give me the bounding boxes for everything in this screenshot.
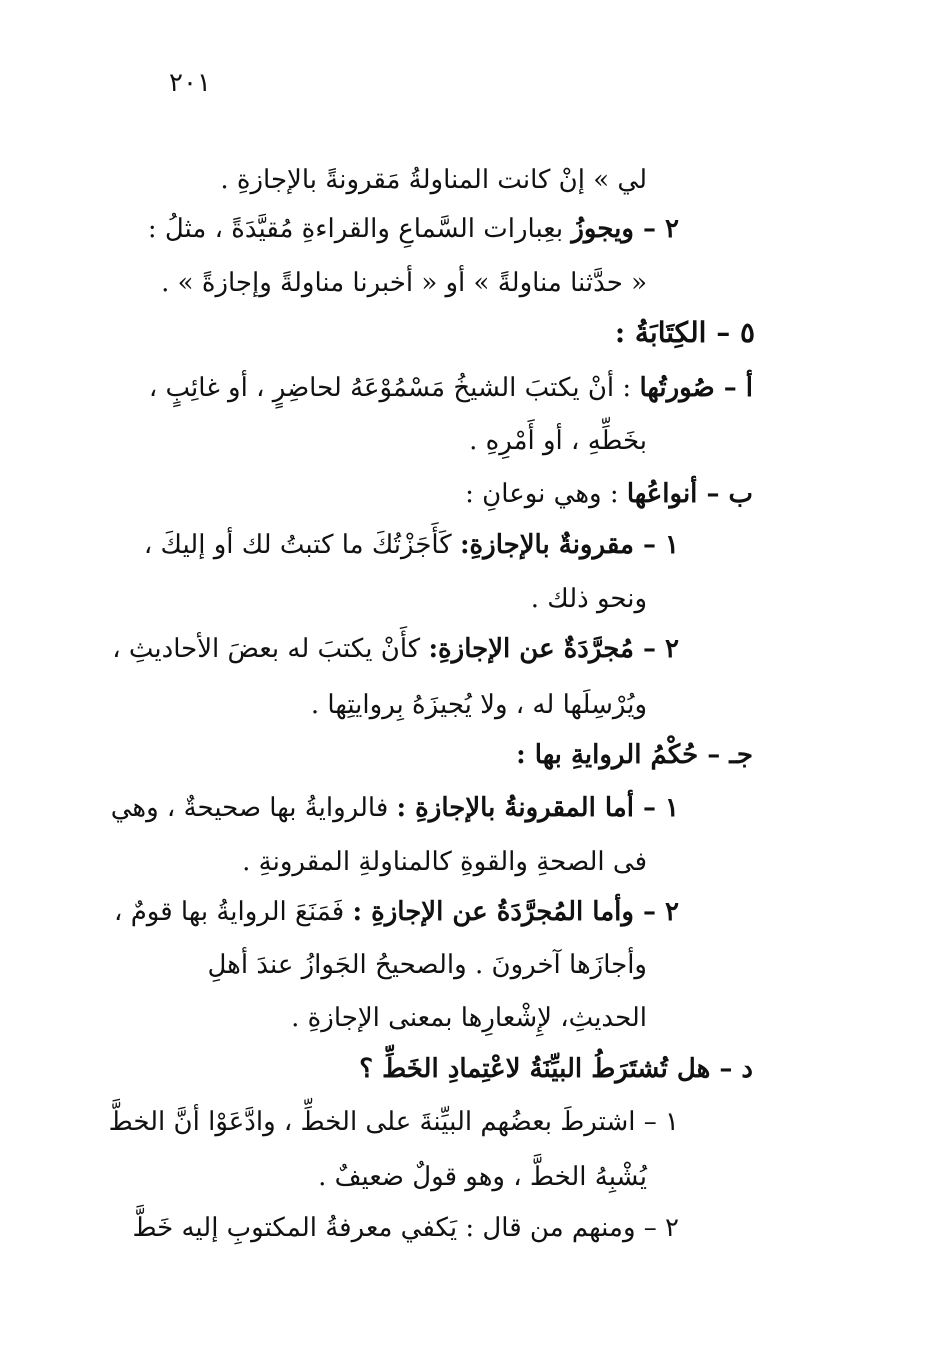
line-text: ١ – اشترطَ بعضُهم البيِّنةَ على الخطِّ ، وادَّعَوْا أنَّ الخطَّ	[108, 1107, 679, 1137]
line-text: فَمَنَعَ الروايةُ بها قومٌ ،	[114, 897, 353, 927]
text-line	[0, 424, 929, 458]
text-line	[0, 582, 929, 616]
subsection-title: أ – صُورتُها	[639, 373, 753, 403]
text-line	[0, 1001, 929, 1035]
line-text: بعِبارات السَّماعِ والقراءةِ مُقيَّدَةً ، مثلُ :	[147, 214, 572, 244]
line-text: وأجازَها آخرونَ . والصحيحُ الجَوازُ عندَ أهلِ	[207, 950, 647, 980]
item-heading: ٢ – ويجوزُ	[571, 214, 679, 244]
numbered-item	[0, 632, 929, 666]
line-text: فى الصحةِ والقوةِ كالمناولةِ المقرونةِ .	[242, 847, 647, 877]
line-text: فالروايةُ بها صحيحةٌ ، وهي	[110, 793, 397, 823]
numbered-item	[0, 1211, 929, 1245]
line-text: ويُرْسِلَها له ، ولا يُجيزَهُ بِروايتِها .	[310, 690, 647, 720]
line-text: بخَطِّهِ ، أو أَمْرِهِ .	[469, 426, 647, 456]
line-text: الحديثِ، لإِشْعارِها بمعنى الإجازةِ .	[291, 1003, 647, 1033]
text-line	[0, 688, 929, 722]
item-heading: ٢ – وأما المُجرَّدَةُ عن الإجازةِ :	[352, 897, 679, 927]
numbered-item	[0, 895, 929, 929]
numbered-item	[0, 1105, 929, 1139]
line-text: ٢ – ومنهم من قال : يَكفي معرفةُ المكتوبِ إليه خَطَّ	[132, 1213, 679, 1243]
line-text: : وهي نوعانِ :	[465, 479, 627, 509]
subsection-line	[0, 1052, 929, 1086]
subsection-line	[0, 738, 929, 772]
line-text: يُشْبِهُ الخطَّ ، وهو قولٌ ضعيفٌ .	[318, 1162, 647, 1192]
line-text: كَأَجَزْتُكَ ما كتبتُ لك أو إليكَ ،	[143, 530, 460, 560]
subsection-title: د – هل تُشتَرَطُ البيِّنَةُ لاعْتِمادِ الخَطِّ ؟	[359, 1054, 753, 1084]
item-heading: ١ – أما المقرونةُ بالإجازةِ :	[396, 793, 679, 823]
section-title: ٥ – الكِتَابَةُ :	[614, 316, 755, 349]
line-text: : أنْ يكتبَ الشيخُ مَسْمُوْعَهُ لحاضِرٍ ، أو غائِبٍ ،	[148, 373, 640, 403]
item-heading: ١ – مقرونةٌ بالإجازةِ:	[459, 530, 679, 560]
numbered-item	[0, 528, 929, 562]
subsection-title: ب – أنواعُها	[626, 479, 753, 509]
line-text: ونحو ذلك .	[530, 584, 647, 614]
text-line	[0, 163, 929, 197]
line-text: كأَنْ يكتبَ له بعضَ الأحاديثِ ،	[112, 634, 429, 664]
line-text: لي » إنْ كانت المناولةُ مَقرونةً بالإجازةِ .	[220, 165, 647, 195]
text-line	[0, 948, 929, 982]
numbered-item	[0, 791, 929, 825]
subsection-title: جـ – حُكْمُ الروايةِ بها :	[516, 740, 753, 770]
text-line	[0, 266, 929, 300]
numbered-item	[0, 212, 929, 246]
subsection-line	[0, 477, 929, 511]
text-line	[0, 845, 929, 879]
line-text: « حدَّثنا مناولةً » أو « أخبرنا مناولةً وإجازةً » .	[161, 268, 647, 298]
subsection-line	[0, 371, 929, 405]
text-line	[0, 1160, 929, 1194]
section-heading	[0, 316, 929, 350]
page-number: ٢٠١	[169, 68, 211, 98]
item-heading: ٢ – مُجرَّدَةٌ عن الإجازةِ:	[428, 634, 679, 664]
